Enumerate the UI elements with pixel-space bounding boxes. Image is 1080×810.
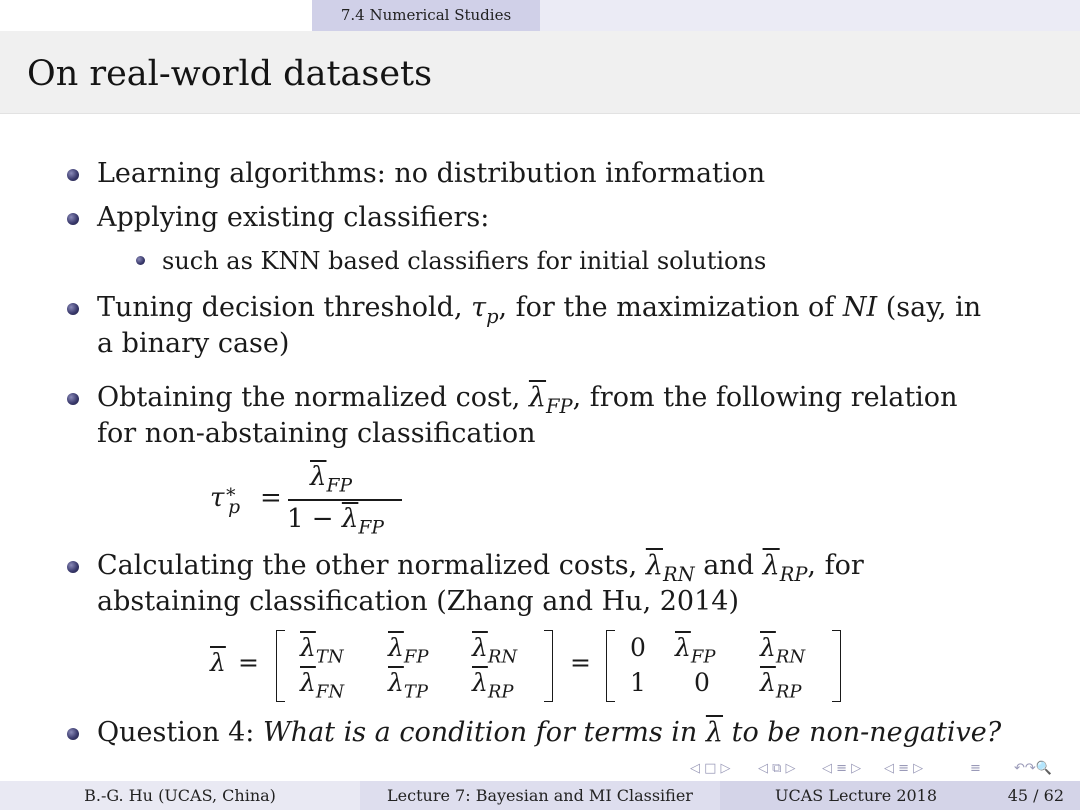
- bullet-dot: [67, 169, 79, 181]
- bullet-text: Applying existing classifiers:: [97, 202, 490, 233]
- header-nav: [0, 0, 1080, 31]
- sub-bullet-knn: [162, 246, 766, 276]
- bullet-line-2: abstaining classification (Zhang and Hu, 2014): [97, 586, 739, 617]
- bullet-line-1: Obtaining the normalized cost, $\overline{\lambda}_{FP}$, from the following relation: [97, 382, 958, 418]
- matrix-cell-FP: $\overline{\lambda}_{FP}$: [388, 633, 429, 668]
- bullet-dot: [67, 561, 79, 573]
- matrix-left-bracket: [606, 630, 615, 702]
- sub-bullet-text: such as KNN based classifiers for initial solutions: [162, 247, 767, 275]
- footer-course-page: [720, 781, 1080, 810]
- matrix-cell-RN: $\overline{\lambda}_{RN}$: [472, 633, 518, 668]
- equation-tau-star: [210, 462, 410, 539]
- matrix-cell-FP: $\overline{\lambda}_{FP}$: [675, 633, 716, 668]
- matrix-cell-FN: $\overline{\lambda}_{FN}$: [300, 668, 345, 703]
- fraction-bar: [288, 499, 402, 501]
- sub-bullet-dot: [136, 256, 145, 265]
- matrix-cell-RP: $\overline{\lambda}_{RP}$: [760, 668, 802, 703]
- footer-lecture: Lecture 7: Bayesian and MI Classifier: [360, 781, 720, 810]
- matrix-right-bracket: [544, 630, 553, 702]
- matrix-cell-0: 0: [630, 633, 646, 662]
- bullet-existing-classifiers: [97, 200, 1047, 236]
- bullet-question-4: [97, 715, 1047, 751]
- matrix-cell-RP: $\overline{\lambda}_{RP}$: [472, 668, 514, 703]
- footer-page-number: 45 / 62: [1007, 786, 1064, 805]
- bullet-tuning-threshold: [97, 290, 1047, 362]
- matrix-cell-TP: $\overline{\lambda}_{TP}$: [388, 668, 428, 703]
- bullet-line-1: Tuning decision threshold, $\tau_p$, for the maximization of NI (say, in: [97, 292, 982, 328]
- bullet-dot: [67, 728, 79, 740]
- bullet-dot: [67, 303, 79, 315]
- header-bar-rest: [540, 0, 1080, 31]
- bullet-text: Question 4: What is a condition for terms in $\overline{\lambda}$ to be non-negative?: [97, 717, 1002, 748]
- nav-search-icon[interactable]: ↶↷🔍: [1014, 761, 1052, 776]
- matrix-right-bracket: [832, 630, 841, 702]
- eq-lhs: $\tau^∗_p$: [210, 481, 241, 518]
- bullet-line-2: for non-abstaining classification: [97, 418, 536, 449]
- nav-document-icon[interactable]: ◁ ≡ ▷: [884, 761, 924, 776]
- matrix-left-bracket: [276, 630, 285, 702]
- footer: [0, 781, 1080, 810]
- bullet-other-costs: [97, 548, 1047, 620]
- bullet-dot: [67, 213, 79, 225]
- bullet-dot: [67, 393, 79, 405]
- footer-author: B.-G. Hu (UCAS, China): [0, 781, 360, 810]
- eq-numerator: $\overline{\lambda}_{FP}$: [310, 462, 353, 497]
- section-tab[interactable]: 7.4 Numerical Studies: [312, 0, 540, 31]
- matrix-cell-RN: $\overline{\lambda}_{RN}$: [760, 633, 806, 668]
- nav-section-icon[interactable]: ◁ ≡ ▷: [822, 761, 862, 776]
- matrix-cell-TN: $\overline{\lambda}_{TN}$: [300, 633, 344, 668]
- eq-denominator: $1 - \overline{\lambda}_{FP}$: [287, 504, 384, 539]
- eq-lhs-lambda: $\overline{\lambda}$: [210, 648, 226, 677]
- bullet-learning-algorithms: [97, 156, 1047, 192]
- equation-cost-matrix: [210, 628, 860, 702]
- eq-sign: =: [260, 483, 282, 513]
- title-band: [0, 31, 1080, 114]
- nav-subsection-icon[interactable]: ◁ ⧉ ▷: [758, 761, 796, 776]
- bullet-line-2: a binary case): [97, 328, 290, 359]
- nav-align-icon[interactable]: ≡: [970, 761, 981, 776]
- bullet-normalized-cost: [97, 380, 1047, 452]
- matrix-cell-1: 1: [630, 668, 646, 697]
- footer-course: UCAS Lecture 2018: [775, 786, 938, 805]
- matrix-cell-0: 0: [694, 668, 710, 697]
- slide-title: On real-world datasets: [27, 54, 433, 94]
- bullet-text: Learning algorithms: no distribution information: [97, 158, 766, 189]
- eq-sign: =: [238, 648, 259, 677]
- nav-frame-icon[interactable]: ◁ □ ▷: [690, 761, 731, 776]
- eq-sign: =: [570, 648, 591, 677]
- bullet-line-1: Calculating the other normalized costs, $\overline{\lambda}_{RN}$ and $\overline{\lambda}_{RP}$, for: [97, 550, 864, 586]
